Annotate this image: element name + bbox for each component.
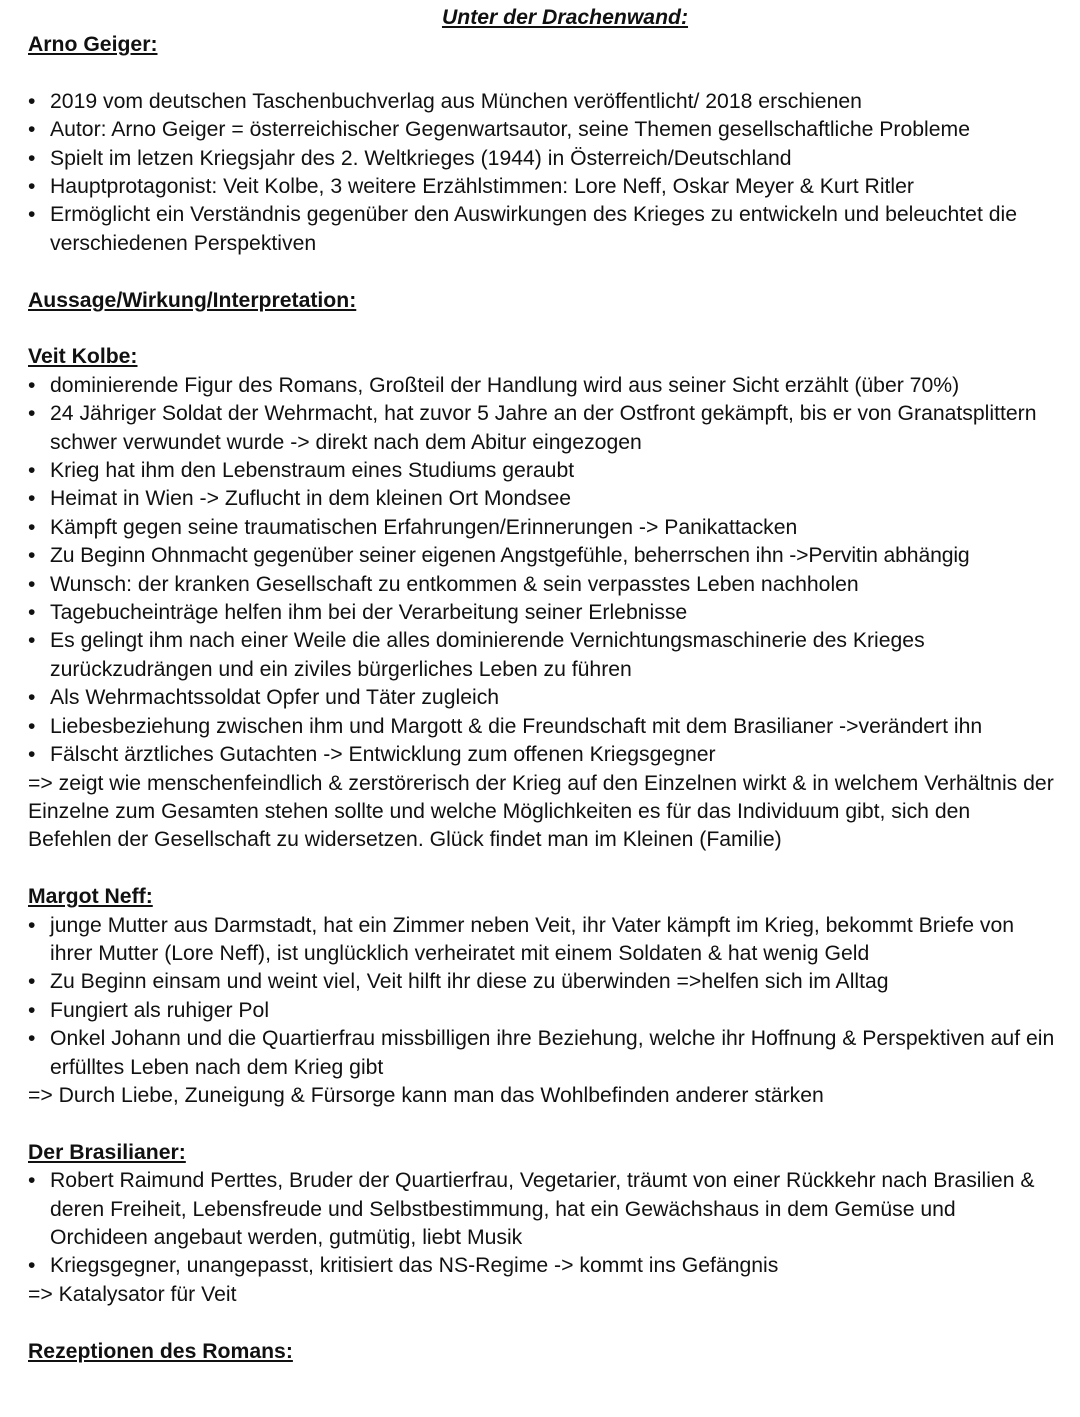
list-item: • Zu Beginn einsam und weint viel, Veit hilft ihr diese zu überwinden =>helfen sich im Alltag <box>28 968 1058 996</box>
list-item: • Tagebucheinträge helfen ihm bei der Verarbeitung seiner Erlebnisse <box>28 599 1058 627</box>
spacer <box>28 1110 1058 1138</box>
spacer <box>28 59 1058 87</box>
list-item: • Es gelingt ihm nach einer Weile die alles dominierende Vernichtungsmaschinerie des Krieges zurückzudrängen und ein ziviles bürgerliches Leben zu führen <box>28 627 1058 684</box>
document-page <box>28 4 1058 1366</box>
spacer <box>28 1309 1058 1337</box>
list-item: • Spielt im letzen Kriegsjahr des 2. Weltkrieges (1944) in Österreich/Deutschland <box>28 145 1058 173</box>
document-title: Unter der Drachenwand: <box>441 6 689 29</box>
author-heading: Arno Geiger: <box>28 33 158 56</box>
interpretation-heading: Aussage/Wirkung/Interpretation: <box>28 288 357 312</box>
list-item: • Robert Raimund Perttes, Bruder der Quartierfrau, Vegetarier, träumt von einer Rückkehr nach Brasilien & deren Freiheit, Lebensfreude und Selbstbestimmung, hat ein Gewächshaus in dem Gemüse und Orchideen angebaut werden, gutmütig, liebt Musik <box>28 1167 1058 1252</box>
list-item: • Heimat in Wien -> Zuflucht in dem kleinen Ort Mondsee <box>28 485 1058 513</box>
margot-heading: Margot Neff: <box>28 885 153 909</box>
list-item: • Krieg hat ihm den Lebenstraum eines Studiums geraubt <box>28 457 1058 485</box>
list-item: • 24 Jähriger Soldat der Wehrmacht, hat zuvor 5 Jahre an der Ostfront gekämpft, bis er von Granatsplittern schwer verwundet wurde -> direkt nach dem Abitur eingezogen <box>28 400 1058 457</box>
list-item: • dominierende Figur des Romans, Großteil der Handlung wird aus seiner Sicht erzählt (über 70%) <box>28 372 1058 400</box>
spacer <box>28 258 1058 286</box>
list-item: • Autor: Arno Geiger = österreichischer Gegenwartsautor, seine Themen gesellschaftliche Probleme <box>28 116 1058 144</box>
list-item: • Kämpft gegen seine traumatischen Erfahrungen/Erinnerungen -> Panikattacken <box>28 514 1058 542</box>
brasilianer-list <box>28 1167 1058 1281</box>
list-item: • Wunsch: der kranken Gesellschaft zu entkommen & sein verpasstes Leben nachholen <box>28 571 1058 599</box>
list-item: • Fungiert als ruhiger Pol <box>28 997 1058 1025</box>
spacer <box>28 855 1058 883</box>
list-item: • junge Mutter aus Darmstadt, hat ein Zimmer neben Veit, ihr Vater kämpft im Krieg, bekommt Briefe von ihrer Mutter (Lore Neff), ist unglücklich verheiratet mit einem Soldaten & hat wenig Geld <box>28 912 1058 969</box>
rezeption-heading: Rezeptionen des Romans: <box>28 1339 293 1363</box>
veit-list <box>28 372 1058 770</box>
brasilianer-conclusion: => Katalysator für Veit <box>28 1282 237 1306</box>
veit-heading: Veit Kolbe: <box>28 345 138 369</box>
list-item: • Kriegsgegner, unangepasst, kritisiert das NS-Regime -> kommt ins Gefängnis <box>28 1252 1058 1280</box>
veit-conclusion: => zeigt wie menschenfeindlich & zerstörerisch der Krieg auf den Einzelnen wirkt & in welchem Verhältnis der Einzelne zum Gesamten stehen sollte und welche Möglichkeiten es für das Individuum gibt, sich den Befehlen der Gesellschaft zu widersetzen. Glück findet man im Kleinen (Familie) <box>28 771 1054 852</box>
list-item: • Fälscht ärztliches Gutachten -> Entwicklung zum offenen Kriegsgegner <box>28 741 1058 769</box>
list-item: • Als Wehrmachtssoldat Opfer und Täter zugleich <box>28 684 1058 712</box>
margot-list <box>28 912 1058 1082</box>
list-item: • 2019 vom deutschen Taschenbuchverlag aus München veröffentlicht/ 2018 erschienen <box>28 88 1058 116</box>
brasilianer-heading: Der Brasilianer: <box>28 1140 186 1164</box>
list-item: • Zu Beginn Ohnmacht gegenüber seiner eigenen Angstgefühle, beherrschen ihn ->Pervitin abhängig <box>28 542 1058 570</box>
spacer <box>28 315 1058 343</box>
list-item: • Ermöglicht ein Verständnis gegenüber den Auswirkungen des Krieges zu entwickeln und beleuchtet die verschiedenen Perspektiven <box>28 201 1058 258</box>
margot-conclusion: => Durch Liebe, Zuneigung & Fürsorge kann man das Wohlbefinden anderer stärken <box>28 1083 824 1107</box>
list-item: • Onkel Johann und die Quartierfrau missbilligen ihre Beziehung, welche ihr Hoffnung & Perspektiven auf ein erfülltes Leben nach dem Krieg gibt <box>28 1025 1058 1082</box>
list-item: • Liebesbeziehung zwischen ihm und Margott & die Freundschaft mit dem Brasilianer ->verändert ihn <box>28 713 1058 741</box>
author-list <box>28 88 1058 258</box>
list-item: • Hauptprotagonist: Veit Kolbe, 3 weitere Erzählstimmen: Lore Neff, Oskar Meyer & Kurt Ritler <box>28 173 1058 201</box>
